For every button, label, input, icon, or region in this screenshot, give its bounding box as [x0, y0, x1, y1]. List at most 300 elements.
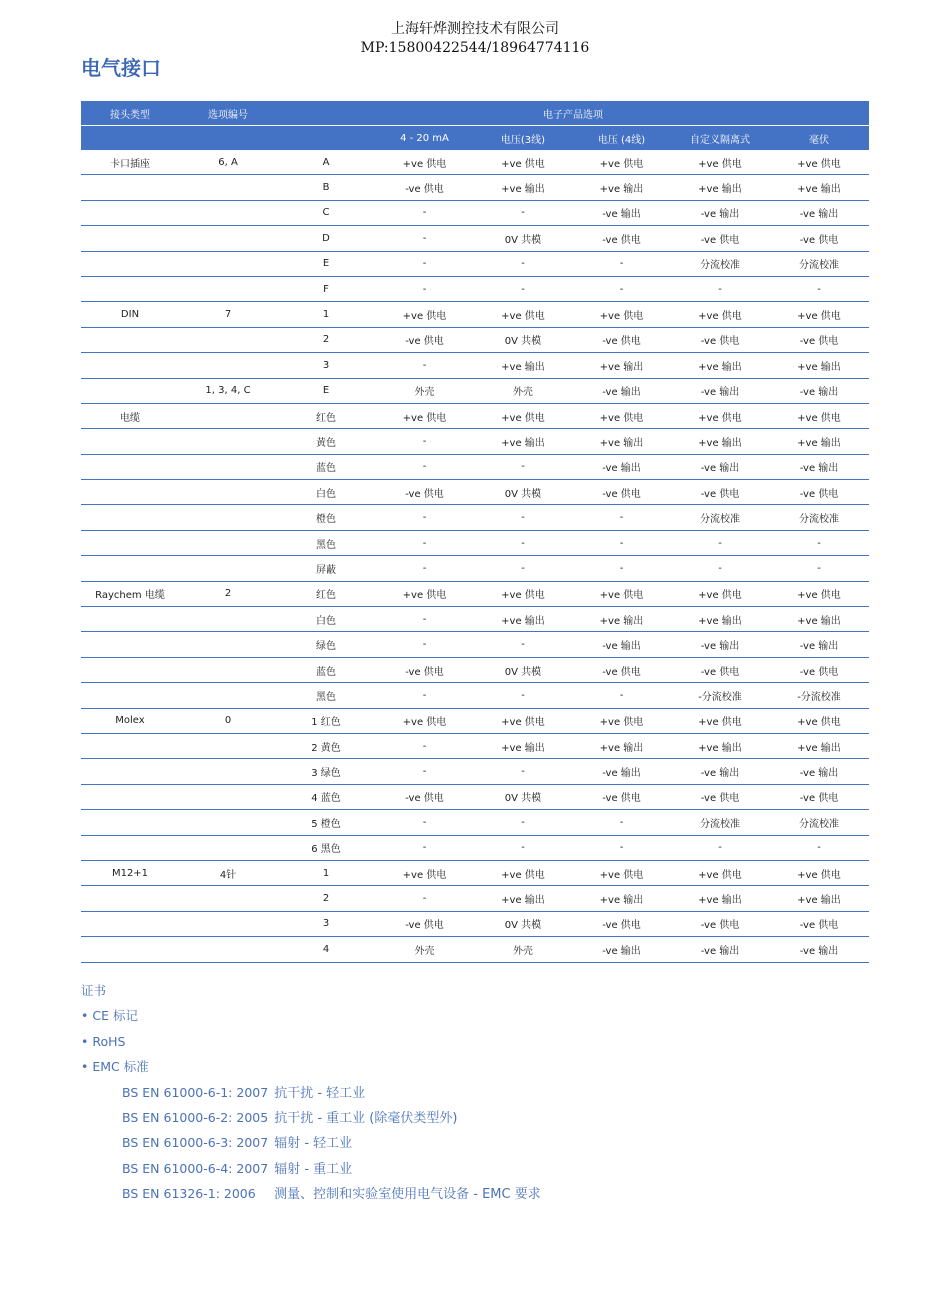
- cell-connector: [81, 886, 179, 911]
- cell-voltage-4wire: -: [572, 505, 671, 530]
- header-4-20ma: 4 - 20 mA: [375, 126, 474, 151]
- cell-connector: [81, 759, 179, 784]
- cell-connector: [81, 200, 179, 225]
- cell-custom-isolated: +ve 输出: [671, 607, 769, 632]
- cell-voltage-4wire: -: [572, 556, 671, 581]
- table-row: [81, 403, 869, 428]
- table-row: [81, 733, 869, 758]
- cell-option: 6, A: [179, 150, 277, 175]
- cell-custom-isolated: -ve 供电: [671, 480, 769, 505]
- cell-custom-isolated: +ve 输出: [671, 886, 769, 911]
- cell-connector: [81, 276, 179, 301]
- cell-millivolt: -: [769, 276, 869, 301]
- cell-pin: F: [277, 276, 375, 301]
- cell-voltage-3wire: +ve 供电: [474, 581, 572, 606]
- cell-millivolt: -ve 输出: [769, 378, 869, 403]
- cell-voltage-4wire: +ve 输出: [572, 733, 671, 758]
- cell-pin: 1 红色: [277, 708, 375, 733]
- cell-custom-isolated: -ve 供电: [671, 784, 769, 809]
- cell-voltage-4wire: -ve 供电: [572, 480, 671, 505]
- header-voltage-4wire: 电压 (4线): [572, 126, 671, 151]
- cell-voltage-3wire: +ve 供电: [474, 150, 572, 175]
- cell-connector: [81, 733, 179, 758]
- cell-4-20ma: +ve 供电: [375, 860, 474, 885]
- standard-code: BS EN 61000-6-4: 2007: [122, 1160, 269, 1176]
- cell-option: [179, 480, 277, 505]
- cell-4-20ma: 外壳: [375, 378, 474, 403]
- cell-custom-isolated: -: [671, 276, 769, 301]
- cell-connector: M12+1: [81, 860, 179, 885]
- cell-4-20ma: -: [375, 505, 474, 530]
- cell-voltage-3wire: +ve 供电: [474, 860, 572, 885]
- cell-4-20ma: -: [375, 886, 474, 911]
- cell-pin: 3 绿色: [277, 759, 375, 784]
- cell-4-20ma: -ve 供电: [375, 784, 474, 809]
- cell-connector: [81, 657, 179, 682]
- cell-option: [179, 632, 277, 657]
- table-row: [81, 378, 869, 403]
- cell-4-20ma: -: [375, 530, 474, 555]
- cell-option: [179, 276, 277, 301]
- cell-millivolt: -ve 输出: [769, 200, 869, 225]
- cell-option: 0: [179, 708, 277, 733]
- cell-option: [179, 759, 277, 784]
- table-row: [81, 454, 869, 479]
- cell-millivolt: +ve 输出: [769, 607, 869, 632]
- cell-pin: E: [277, 251, 375, 276]
- cell-voltage-3wire: +ve 输出: [474, 607, 572, 632]
- cell-option: [179, 657, 277, 682]
- cert-bullet-ce: • CE 标记: [81, 1008, 138, 1024]
- cell-4-20ma: -: [375, 251, 474, 276]
- cell-voltage-4wire: -ve 供电: [572, 657, 671, 682]
- cell-pin: 橙色: [277, 505, 375, 530]
- cell-custom-isolated: -ve 输出: [671, 454, 769, 479]
- cell-millivolt: +ve 供电: [769, 708, 869, 733]
- cell-millivolt: -ve 输出: [769, 632, 869, 657]
- cell-pin: 白色: [277, 607, 375, 632]
- standard-desc: 辐射 - 重工业: [274, 1161, 353, 1177]
- cell-voltage-3wire: 0V 共模: [474, 784, 572, 809]
- cell-4-20ma: -: [375, 632, 474, 657]
- cell-connector: [81, 632, 179, 657]
- cell-millivolt: 分流校准: [769, 251, 869, 276]
- cell-connector: DIN: [81, 302, 179, 327]
- table-row: [81, 327, 869, 352]
- cell-millivolt: -ve 供电: [769, 911, 869, 936]
- cell-voltage-4wire: +ve 供电: [572, 150, 671, 175]
- standard-desc: 抗干扰 - 重工业 (除毫伏类型外): [274, 1110, 458, 1126]
- cell-4-20ma: +ve 供电: [375, 403, 474, 428]
- cell-millivolt: -: [769, 530, 869, 555]
- header-custom-isolated: 自定义隔离式: [671, 126, 769, 151]
- table-row: [81, 276, 869, 301]
- standard-code: BS EN 61000-6-2: 2005: [122, 1109, 269, 1125]
- cell-4-20ma: -: [375, 454, 474, 479]
- cell-custom-isolated: +ve 供电: [671, 860, 769, 885]
- table-row: [81, 556, 869, 581]
- cell-voltage-4wire: -: [572, 835, 671, 860]
- cell-4-20ma: -: [375, 226, 474, 251]
- cell-voltage-3wire: 外壳: [474, 378, 572, 403]
- table-row: [81, 175, 869, 200]
- cell-millivolt: -ve 供电: [769, 784, 869, 809]
- table-row: [81, 530, 869, 555]
- cell-option: [179, 429, 277, 454]
- company-name: 上海轩烨测控技术有限公司: [391, 21, 559, 37]
- cell-connector: 卡口插座: [81, 150, 179, 175]
- cell-4-20ma: -: [375, 556, 474, 581]
- header-connector-type: 接头类型: [81, 101, 179, 126]
- cell-option: [179, 911, 277, 936]
- cell-pin: 2 黄色: [277, 733, 375, 758]
- emc-standard: [81, 1181, 541, 1206]
- table-row: [81, 505, 869, 530]
- table-row: [81, 429, 869, 454]
- standard-code: BS EN 61000-6-1: 2007: [122, 1084, 269, 1100]
- cell-connector: [81, 810, 179, 835]
- cell-voltage-4wire: +ve 供电: [572, 403, 671, 428]
- cell-4-20ma: -: [375, 759, 474, 784]
- standard-desc: 辐射 - 轻工业: [274, 1136, 353, 1152]
- cell-millivolt: 分流校准: [769, 810, 869, 835]
- cell-option: [179, 886, 277, 911]
- cell-voltage-4wire: +ve 供电: [572, 581, 671, 606]
- table-row: [81, 860, 869, 885]
- cell-connector: Raychem 电缆: [81, 581, 179, 606]
- cell-voltage-3wire: +ve 供电: [474, 403, 572, 428]
- cell-4-20ma: -ve 供电: [375, 327, 474, 352]
- table-header-row-2: [81, 126, 869, 151]
- cell-voltage-3wire: -: [474, 556, 572, 581]
- cell-pin: 红色: [277, 403, 375, 428]
- cell-millivolt: -ve 供电: [769, 657, 869, 682]
- cell-millivolt: -ve 输出: [769, 759, 869, 784]
- cell-4-20ma: -: [375, 733, 474, 758]
- cell-option: [179, 403, 277, 428]
- cell-connector: [81, 607, 179, 632]
- cell-voltage-3wire: -: [474, 759, 572, 784]
- cell-option: [179, 353, 277, 378]
- cell-voltage-3wire: -: [474, 276, 572, 301]
- cell-voltage-3wire: -: [474, 251, 572, 276]
- table-row: [81, 835, 869, 860]
- cell-custom-isolated: -ve 输出: [671, 759, 769, 784]
- cell-custom-isolated: -ve 供电: [671, 657, 769, 682]
- cell-4-20ma: -: [375, 200, 474, 225]
- table-row: [81, 784, 869, 809]
- electrical-interface-table: [81, 101, 869, 963]
- cell-voltage-4wire: -: [572, 530, 671, 555]
- cell-pin: 红色: [277, 581, 375, 606]
- table-row: [81, 911, 869, 936]
- table-row: [81, 886, 869, 911]
- cell-option: [179, 251, 277, 276]
- table-row: [81, 302, 869, 327]
- cell-option: [179, 607, 277, 632]
- cell-voltage-4wire: -ve 供电: [572, 327, 671, 352]
- cell-pin: 6 黑色: [277, 835, 375, 860]
- standard-desc: 抗干扰 - 轻工业: [274, 1085, 366, 1101]
- table-row: [81, 480, 869, 505]
- cell-pin: 绿色: [277, 632, 375, 657]
- cell-option: [179, 226, 277, 251]
- header-millivolt: 毫伏: [769, 126, 869, 151]
- table-body: [81, 150, 869, 962]
- cell-4-20ma: -: [375, 429, 474, 454]
- cell-option: [179, 200, 277, 225]
- cell-voltage-3wire: 外壳: [474, 937, 572, 962]
- cell-connector: [81, 480, 179, 505]
- cell-connector: Molex: [81, 708, 179, 733]
- cell-pin: E: [277, 378, 375, 403]
- header-voltage-3wire: 电压(3线): [474, 126, 572, 151]
- cell-pin: 5 橙色: [277, 810, 375, 835]
- cell-option: [179, 784, 277, 809]
- cell-voltage-4wire: +ve 输出: [572, 175, 671, 200]
- cert-bullet-emc: • EMC 标准: [81, 1059, 149, 1075]
- cell-voltage-3wire: +ve 供电: [474, 708, 572, 733]
- cell-pin: 蓝色: [277, 454, 375, 479]
- cell-pin: 3: [277, 911, 375, 936]
- table-row: [81, 353, 869, 378]
- standard-code: BS EN 61326-1: 2006: [122, 1186, 256, 1202]
- cell-4-20ma: -: [375, 353, 474, 378]
- table-row: [81, 810, 869, 835]
- cell-custom-isolated: -ve 输出: [671, 632, 769, 657]
- cell-option: [179, 530, 277, 555]
- cell-custom-isolated: +ve 供电: [671, 581, 769, 606]
- cell-millivolt: +ve 供电: [769, 150, 869, 175]
- cell-pin: 2: [277, 886, 375, 911]
- cell-connector: [81, 378, 179, 403]
- cell-custom-isolated: -分流校准: [671, 683, 769, 708]
- header-option-code: 选项编号: [179, 101, 277, 126]
- cell-voltage-3wire: 0V 共模: [474, 226, 572, 251]
- cell-connector: [81, 226, 179, 251]
- cell-voltage-4wire: -ve 供电: [572, 784, 671, 809]
- cell-voltage-3wire: -: [474, 530, 572, 555]
- cell-pin: 1: [277, 302, 375, 327]
- cell-voltage-4wire: +ve 输出: [572, 429, 671, 454]
- cell-custom-isolated: -ve 输出: [671, 378, 769, 403]
- cell-custom-isolated: 分流校准: [671, 251, 769, 276]
- cell-millivolt: -ve 供电: [769, 480, 869, 505]
- cell-4-20ma: +ve 供电: [375, 581, 474, 606]
- cell-millivolt: +ve 供电: [769, 860, 869, 885]
- table-row: [81, 150, 869, 175]
- section-title: 电气接口: [81, 58, 161, 80]
- header-blank: [179, 126, 277, 151]
- cell-voltage-4wire: -ve 输出: [572, 454, 671, 479]
- cell-connector: [81, 683, 179, 708]
- emc-standard: [81, 1105, 541, 1130]
- cell-4-20ma: +ve 供电: [375, 708, 474, 733]
- cell-millivolt: -ve 供电: [769, 226, 869, 251]
- cell-millivolt: 分流校准: [769, 505, 869, 530]
- cell-voltage-4wire: +ve 输出: [572, 886, 671, 911]
- emc-standard: [81, 1080, 541, 1105]
- cell-voltage-4wire: -: [572, 251, 671, 276]
- cell-millivolt: +ve 输出: [769, 353, 869, 378]
- cell-pin: 白色: [277, 480, 375, 505]
- cell-pin: 2: [277, 327, 375, 352]
- table-row: [81, 200, 869, 225]
- cell-option: [179, 556, 277, 581]
- certificates-section: [81, 978, 541, 1207]
- cell-pin: 黄色: [277, 429, 375, 454]
- company-phone: MP:15800422544/18964774116: [360, 40, 590, 56]
- cell-4-20ma: -ve 供电: [375, 480, 474, 505]
- cell-voltage-3wire: -: [474, 683, 572, 708]
- table-row: [81, 759, 869, 784]
- cell-pin: A: [277, 150, 375, 175]
- emc-standard: [81, 1130, 541, 1155]
- cell-millivolt: +ve 供电: [769, 302, 869, 327]
- cell-voltage-4wire: -ve 输出: [572, 937, 671, 962]
- cell-connector: [81, 353, 179, 378]
- header-blank: [277, 126, 375, 151]
- cell-connector: [81, 175, 179, 200]
- cell-4-20ma: -: [375, 683, 474, 708]
- cell-custom-isolated: +ve 供电: [671, 403, 769, 428]
- cell-custom-isolated: +ve 输出: [671, 175, 769, 200]
- cell-connector: [81, 835, 179, 860]
- cell-connector: [81, 251, 179, 276]
- cell-connector: [81, 454, 179, 479]
- table-row: [81, 683, 869, 708]
- table-row: [81, 632, 869, 657]
- cell-option: 2: [179, 581, 277, 606]
- cell-millivolt: +ve 供电: [769, 403, 869, 428]
- cell-4-20ma: 外壳: [375, 937, 474, 962]
- cell-custom-isolated: -ve 输出: [671, 937, 769, 962]
- cell-connector: [81, 556, 179, 581]
- cell-pin: 4: [277, 937, 375, 962]
- cell-voltage-4wire: +ve 输出: [572, 607, 671, 632]
- table-header-row-1: [81, 101, 869, 126]
- header-blank: [81, 126, 179, 151]
- cell-option: 1, 3, 4, C: [179, 378, 277, 403]
- cell-option: 4针: [179, 860, 277, 885]
- cell-voltage-3wire: +ve 供电: [474, 302, 572, 327]
- standard-desc: 测量、控制和实验室使用电气设备 - EMC 要求: [261, 1187, 541, 1203]
- cell-4-20ma: -: [375, 810, 474, 835]
- cell-voltage-4wire: +ve 供电: [572, 302, 671, 327]
- emc-standard: [81, 1156, 541, 1181]
- cell-custom-isolated: +ve 输出: [671, 429, 769, 454]
- cell-custom-isolated: +ve 输出: [671, 353, 769, 378]
- cell-millivolt: -: [769, 556, 869, 581]
- cell-connector: [81, 911, 179, 936]
- cell-custom-isolated: -: [671, 556, 769, 581]
- cell-millivolt: +ve 输出: [769, 175, 869, 200]
- cell-connector: [81, 530, 179, 555]
- cell-pin: 屏蔽: [277, 556, 375, 581]
- cell-custom-isolated: +ve 输出: [671, 733, 769, 758]
- cell-voltage-4wire: +ve 输出: [572, 353, 671, 378]
- cell-custom-isolated: 分流校准: [671, 810, 769, 835]
- cell-option: [179, 835, 277, 860]
- cell-voltage-3wire: -: [474, 810, 572, 835]
- cell-millivolt: -: [769, 835, 869, 860]
- cell-option: [179, 733, 277, 758]
- table-row: [81, 251, 869, 276]
- cell-voltage-4wire: -ve 供电: [572, 226, 671, 251]
- header-electronics-options: 电子产品选项: [277, 101, 869, 126]
- cell-voltage-3wire: -: [474, 835, 572, 860]
- cell-voltage-4wire: +ve 供电: [572, 708, 671, 733]
- cell-custom-isolated: +ve 供电: [671, 150, 769, 175]
- cell-4-20ma: -ve 供电: [375, 175, 474, 200]
- cell-custom-isolated: -ve 供电: [671, 327, 769, 352]
- cell-voltage-4wire: -ve 输出: [572, 200, 671, 225]
- cell-connector: [81, 429, 179, 454]
- cell-custom-isolated: +ve 供电: [671, 708, 769, 733]
- table-row: [81, 708, 869, 733]
- cell-millivolt: +ve 输出: [769, 429, 869, 454]
- cell-voltage-3wire: -: [474, 454, 572, 479]
- cell-millivolt: -ve 输出: [769, 937, 869, 962]
- cell-millivolt: +ve 输出: [769, 886, 869, 911]
- cell-option: [179, 810, 277, 835]
- cell-4-20ma: -: [375, 607, 474, 632]
- cell-option: 7: [179, 302, 277, 327]
- cell-connector: [81, 327, 179, 352]
- table-row: [81, 607, 869, 632]
- cell-pin: 1: [277, 860, 375, 885]
- cell-connector: 电缆: [81, 403, 179, 428]
- cell-millivolt: -分流校准: [769, 683, 869, 708]
- cell-voltage-4wire: -: [572, 683, 671, 708]
- cell-pin: D: [277, 226, 375, 251]
- cell-millivolt: +ve 输出: [769, 733, 869, 758]
- cell-option: [179, 937, 277, 962]
- cell-pin: 黑色: [277, 530, 375, 555]
- cell-voltage-3wire: +ve 输出: [474, 886, 572, 911]
- cell-voltage-3wire: +ve 输出: [474, 733, 572, 758]
- cell-custom-isolated: +ve 供电: [671, 302, 769, 327]
- cell-voltage-3wire: -: [474, 632, 572, 657]
- cell-voltage-3wire: +ve 输出: [474, 353, 572, 378]
- cell-custom-isolated: 分流校准: [671, 505, 769, 530]
- cell-millivolt: -ve 供电: [769, 327, 869, 352]
- cell-pin: C: [277, 200, 375, 225]
- cell-voltage-3wire: +ve 输出: [474, 429, 572, 454]
- cell-voltage-3wire: -: [474, 505, 572, 530]
- table-row: [81, 657, 869, 682]
- cell-voltage-4wire: -ve 输出: [572, 759, 671, 784]
- cell-option: [179, 175, 277, 200]
- cell-voltage-4wire: -ve 输出: [572, 378, 671, 403]
- cell-4-20ma: -: [375, 835, 474, 860]
- cell-voltage-3wire: -: [474, 200, 572, 225]
- cell-voltage-3wire: +ve 输出: [474, 175, 572, 200]
- cell-4-20ma: -ve 供电: [375, 657, 474, 682]
- standard-code: BS EN 61000-6-3: 2007: [122, 1135, 269, 1151]
- cell-connector: [81, 505, 179, 530]
- cell-custom-isolated: -: [671, 530, 769, 555]
- cell-pin: B: [277, 175, 375, 200]
- cell-voltage-3wire: 0V 共模: [474, 480, 572, 505]
- cell-voltage-3wire: 0V 共模: [474, 657, 572, 682]
- cell-voltage-4wire: -: [572, 810, 671, 835]
- cell-4-20ma: -ve 供电: [375, 911, 474, 936]
- cell-option: [179, 683, 277, 708]
- cell-4-20ma: +ve 供电: [375, 150, 474, 175]
- cell-millivolt: +ve 供电: [769, 581, 869, 606]
- cell-option: [179, 454, 277, 479]
